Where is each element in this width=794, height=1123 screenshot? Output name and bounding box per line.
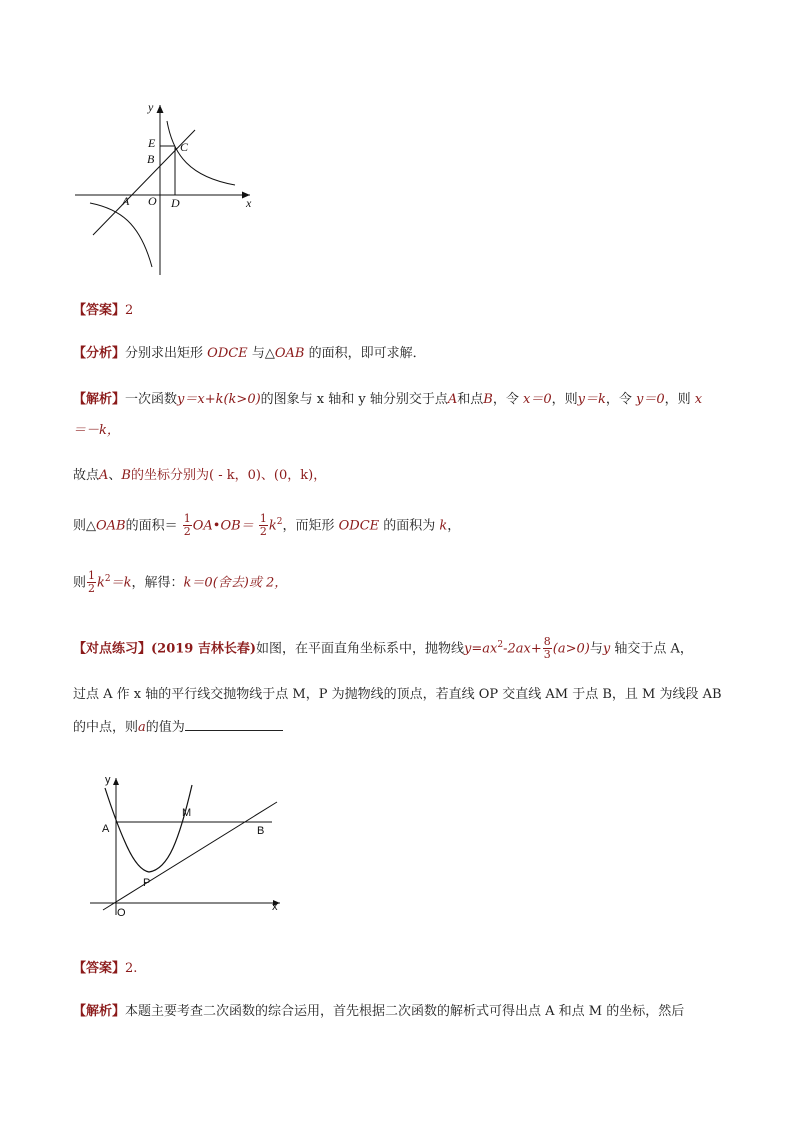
y-axis-arrow [113,778,119,785]
solution3-text-5: ， [447,518,461,534]
label-y: y [148,100,154,114]
solution-var-B: B [483,392,493,407]
exercise-formula-3: (a>0) [552,641,590,657]
solution4-text-1: 则 [73,575,87,591]
solution-line-1b [73,422,120,440]
exercise-formula-1: y=ax [464,641,498,657]
solution-tag: 【解析】 [73,392,126,407]
solution-text-3: 和点 [457,392,484,407]
solution4-formula-2: ＝k [110,575,132,591]
answer-line-1 [73,302,133,320]
exercise-formula-2: -2ax+ [503,641,542,657]
frac-num: 1 [259,512,267,526]
solution-formula-2: x＝0 [523,392,552,407]
y-axis-arrow [157,105,164,113]
exercise-sup: 2 [497,640,504,650]
parabola [105,785,192,872]
solution-line-3 [73,513,460,538]
label-A: A [122,194,130,208]
frac-den: 2 [183,525,191,539]
exercise-text-3: 轴交于点 A， [610,641,693,657]
exercise-source: (2019 吉林长春) [151,641,257,657]
label-M: M [182,807,192,819]
label-D: D [171,196,180,210]
frac-num: 8 [543,635,551,649]
solution5-tag: 【解析】 [73,1004,126,1019]
frac-num: 1 [183,512,191,526]
solution-line-2 [73,467,326,485]
analysis-text-2: 与△ [247,346,275,361]
exercise-tag: 【对点练习】 [73,641,152,657]
answer2-tag: 【答案】 [73,961,126,976]
exercise-text-1: 如图，在平面直角坐标系中，抛物线 [256,641,465,657]
analysis-text-1: 分别求出矩形 [125,346,208,361]
figure-hyperbola-line [70,95,270,280]
solution4-sup: 2 [104,574,111,584]
label-y: y [105,774,111,786]
frac-den: 2 [259,525,267,539]
answer2-value: 2. [125,961,138,976]
analysis-text-3: 的面积，即可求解． [304,346,426,361]
solution-formula-4: y＝0 [636,392,665,407]
label-C: C [180,140,189,154]
solution4-text-2: ，解得： [131,575,184,591]
frac-num: 1 [88,569,96,583]
analysis-var-1: ODCE [207,346,248,361]
solution3-var-ODCE: ODCE [338,518,380,534]
fraction-half-2 [259,513,268,538]
exercise-line-1 [73,636,693,661]
solution-text-7: ，则 [664,392,695,407]
solution-line-4 [73,570,287,595]
label-A: A [102,823,110,835]
solution-formula-5: x [694,392,703,407]
solution4-formula-1: k [97,575,105,591]
exercise-text-5: 的中点，则 [73,720,139,735]
exercise-formula-4: y [602,641,611,657]
solution2-var-B: B [121,468,131,483]
label-B: B [147,152,155,166]
hyperbola-branch-2 [90,203,152,267]
label-x: x [246,196,252,210]
solution3-var-k: k [439,518,448,534]
label-x: x [272,901,278,913]
solution3-formula-1: OA•OB＝ [192,518,254,534]
solution3-text-2: 的面积＝ [125,518,178,534]
solution-var-A: A [447,392,458,407]
solution3-formula-2: k [268,518,277,534]
label-B: B [257,825,265,837]
answer-value: 2 [125,303,134,318]
fraction-half-3 [87,570,96,595]
solution-formula-3: y＝k [577,392,606,407]
solution3-text-4: 的面积为 [379,518,440,534]
solution3-text-3: ，而矩形 [282,518,339,534]
answer-blank[interactable] [185,716,283,731]
frac-den: 3 [543,648,551,662]
solution3-var-OAB: OAB [96,518,126,534]
exercise-line-3 [73,716,283,737]
solution-text-4: ，令 [492,392,523,407]
label-P: P [143,877,151,889]
answer-line-2 [73,960,137,978]
exercise-var-a: a [138,720,146,735]
answer-tag: 【答案】 [73,303,126,318]
solution-line-1 [73,391,702,409]
analysis-var-2: OAB [274,346,305,361]
solution5-text: 本题主要考查二次函数的综合运用，首先根据二次函数的解析式可得出点 A 和点 M 的坐标，然后 [125,1004,685,1019]
solution-text-1: 一次函数 [125,392,178,407]
exercise-text-6: 的值为 [145,720,185,735]
solution-formula-1: y＝x+k(k>0) [177,392,261,407]
solution2-text-1: 故点 [73,468,100,483]
label-O: O [148,194,157,208]
solution2-coordinates: 的坐标分别为( - k，0)、(0，k)， [130,468,327,483]
solution-line-5 [73,1003,684,1021]
label-E: E [148,136,156,150]
figure-parabola [85,770,295,920]
solution-text-5: ，则 [551,392,578,407]
solution-formula-6: ＝－k， [73,423,120,438]
fraction-eight-thirds [543,636,552,661]
analysis-tag: 【分析】 [73,346,126,361]
exercise-line-2 [73,686,722,704]
label-O: O [117,907,126,919]
solution2-var-A: A [99,468,109,483]
solution3-sup: 2 [276,517,283,527]
frac-den: 2 [88,582,96,596]
hyperbola-branch-1 [167,121,235,185]
solution3-text-1: 则△ [73,518,96,534]
solution2-text-2: 、 [108,468,122,483]
exercise-text-4: 过点 A 作 x 轴的平行线交抛物线于点 M，P 为抛物线的顶点，若直线 OP 交直线 AM 于点 B，且 M 为线段 AB [73,687,722,702]
analysis-line [73,345,426,363]
solution4-formula-3: k＝0(舍去)或 2， [183,575,288,591]
solution-text-2: 的图象与 x 轴和 y 轴分别交于点 [260,392,448,407]
solution-text-6: ，令 [605,392,636,407]
fraction-half-1 [183,513,192,538]
exercise-text-2: 与 [589,641,603,657]
